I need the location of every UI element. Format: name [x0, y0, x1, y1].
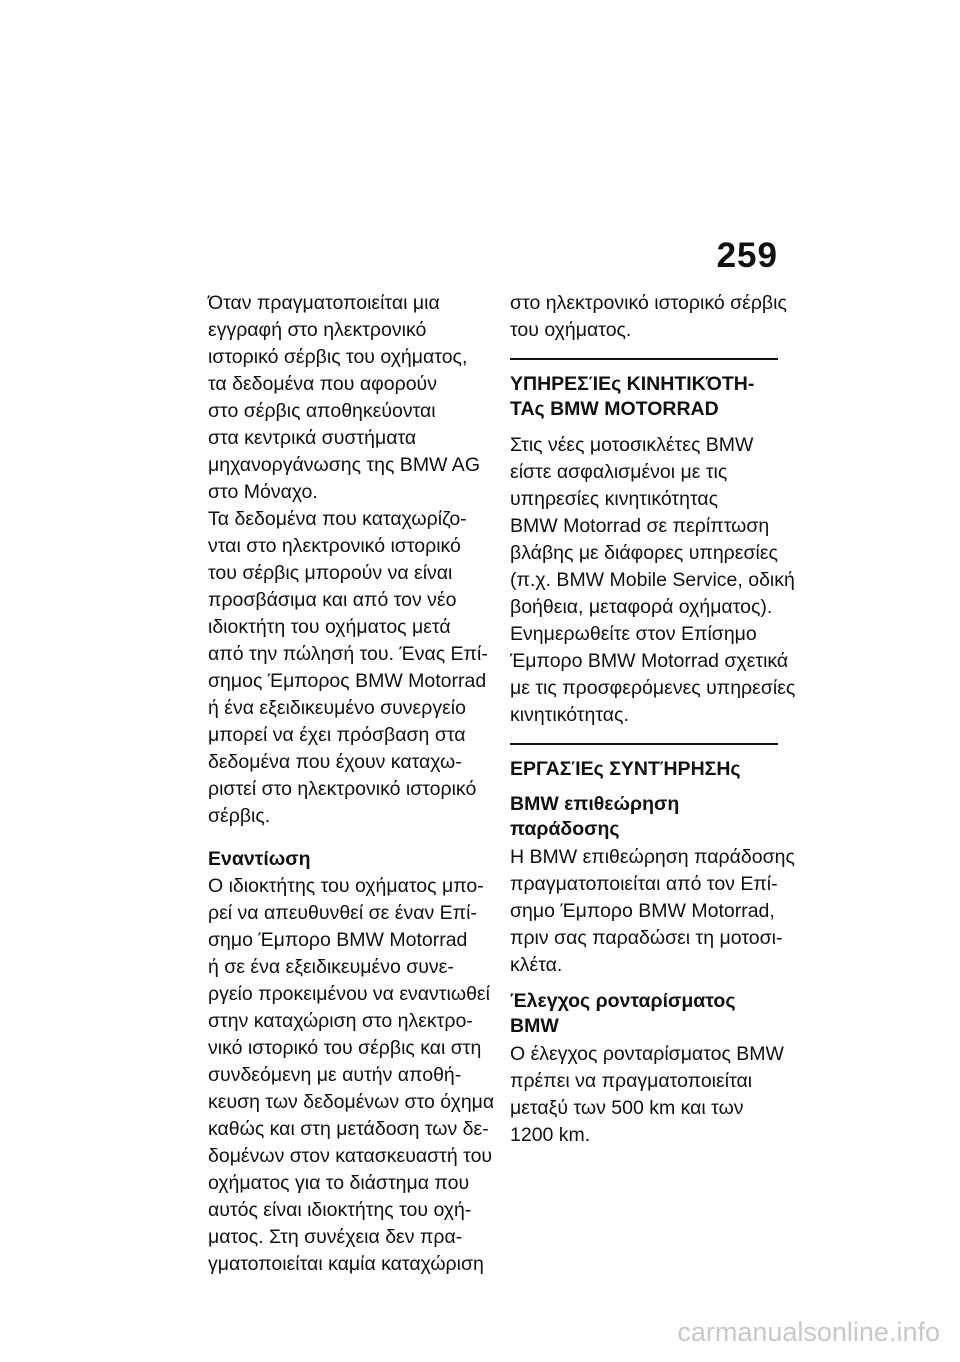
text-line: Έμπορο BMW Motorrad σχετικά: [510, 650, 789, 672]
text-line: BMW Motorrad σε περίπτωση: [510, 515, 770, 537]
text-line: είστε ασφαλισμένοι με τις: [510, 461, 728, 483]
text-line: ριστεί στο ηλεκτρονικό ιστορικό: [208, 778, 477, 800]
text-line: οχήματος για το διάστημα που: [208, 1172, 470, 1194]
text-line: σημο Έμπορο BMW Motorrad,: [510, 900, 775, 922]
text-line: 1200 km.: [510, 1124, 591, 1146]
text-line: σέρβις.: [208, 805, 271, 827]
watermark: carmanualsonline.info: [677, 1317, 940, 1347]
title-line: ΥΠΗΡΕΣΊΕς ΚΙΝΗΤΙΚΌΤΗ-: [510, 373, 755, 395]
text-line: στο Μόναχο.: [208, 481, 318, 503]
text-line: βοήθεια, μεταφορά οχήματος).: [510, 596, 773, 618]
text-line: ργείο προκειμένου να εναντιωθεί: [208, 983, 490, 1005]
text-line: με τις προσφερόμενες υπηρεσίες: [510, 677, 796, 699]
text-line: μπορεί να έχει πρόσβαση στα: [208, 724, 466, 746]
text-line: τα δεδομένα που αφορούν: [208, 373, 437, 395]
text-line: πριν σας παραδώσει τη μοτοσι-: [510, 927, 783, 949]
title-line: ΤΑς BMW MOTORRAD: [510, 398, 719, 420]
break-in-check-paragraph: [510, 1041, 784, 1149]
text-line: δεδομένα που έχουν καταχω-: [208, 751, 462, 773]
section-divider: [510, 743, 778, 745]
text-line: ιστορικό σέρβις του οχήματος,: [208, 346, 468, 368]
heading-line: BMW: [510, 1015, 559, 1037]
text-line: Στις νέες μοτοσικλέτες BMW: [510, 434, 754, 456]
text-line: μεταξύ των 500 km και των: [510, 1097, 744, 1119]
page-number: 259: [716, 236, 778, 275]
right-column: [510, 290, 796, 1149]
left-column: [208, 290, 495, 1278]
heading-line: παράδοσης: [510, 818, 620, 840]
text-line: εγγραφή στο ηλεκτρονικό: [208, 319, 427, 341]
text-line: νικό ιστορικό του σέρβις και στη: [208, 1037, 482, 1059]
text-line: Ο έλεγχος ρονταρίσματος BMW: [510, 1043, 784, 1065]
text-line: του σέρβις μπορούν να είναι: [208, 562, 453, 584]
text-line: στα κεντρικά συστήματα: [208, 427, 417, 449]
opposition-heading: Εναντίωση: [208, 848, 311, 870]
continuation-paragraph: [510, 290, 787, 344]
text-line: Ενημερωθείτε στον Επίσημο: [510, 623, 757, 645]
text-line: ή σε ένα εξειδικευμένο συνε-: [208, 956, 454, 978]
mobility-paragraph: [510, 432, 796, 729]
text-line: (π.χ. BMW Mobile Service, οδική: [510, 569, 795, 591]
text-line: ιδιοκτήτη του οχήματος μετά: [208, 616, 451, 638]
text-line: στην καταχώριση στο ηλεκτρο-: [208, 1010, 473, 1032]
text-line: δομένων στον κατασκευαστή του: [208, 1145, 493, 1167]
text-line: από την πώλησή του. Ένας Επί-: [208, 643, 488, 665]
text-line: αυτός είναι ιδιοκτήτης του οχή-: [208, 1199, 472, 1221]
text-line: κλέτα.: [510, 954, 563, 976]
text-line: σημο Έμπορο BMW Motorrad: [208, 929, 468, 951]
text-line: μηχανοργάνωσης της BMW AG: [208, 454, 480, 476]
section-divider: [510, 358, 778, 360]
text-line: Όταν πραγματοποιείται μια: [208, 292, 440, 314]
text-line: στο σέρβις αποθηκεύονται: [208, 400, 436, 422]
delivery-inspection-heading: [510, 792, 778, 842]
text-line: Η BMW επιθεώρηση παράδοσης: [510, 846, 795, 868]
text-line: γματοποιείται καμία καταχώριση: [208, 1253, 484, 1275]
text-line: υπηρεσίες κινητικότητας: [510, 488, 719, 510]
text-line: πραγματοποιείται από τον Επί-: [510, 873, 778, 895]
heading-line: Έλεγχος ρονταρίσματος: [510, 990, 736, 1012]
opposition-paragraph: [208, 873, 495, 1278]
text-line: Ο ιδιοκτήτης του οχήματος μπο-: [208, 875, 484, 897]
delivery-inspection-paragraph: [510, 844, 795, 979]
break-in-check-heading: [510, 989, 778, 1039]
text-line: βλάβης με διάφορες υπηρεσίες: [510, 542, 778, 564]
text-line: πρέπει να πραγματοποιείται: [510, 1070, 753, 1092]
text-line: κευση των δεδομένων στο όχημα: [208, 1091, 495, 1113]
text-line: καθώς και στη μετάδοση των δε-: [208, 1118, 489, 1140]
text-line: νται στο ηλεκτρονικό ιστορικό: [208, 535, 461, 557]
text-line: κινητικότητας.: [510, 704, 629, 726]
maintenance-section-title: ΕΡΓΑΣΊΕς ΣΥΝΤΉΡΗΣΗς: [510, 758, 741, 780]
text-line: συνδεόμενη με αυτήν αποθή-: [208, 1064, 462, 1086]
intro-paragraph: [208, 290, 490, 830]
text-line: ρεί να απευθυνθεί σε έναν Επί-: [208, 902, 477, 924]
text-line: ματος. Στη συνέχεια δεν πρα-: [208, 1226, 463, 1248]
mobility-section-title: [510, 372, 778, 422]
text-line: προσβάσιμα και από τον νέο: [208, 589, 457, 611]
text-line: ή ένα εξειδικευμένο συνεργείο: [208, 697, 466, 719]
text-line: σημος Έμπορος BMW Motorrad: [208, 670, 487, 692]
text-line: του οχήματος.: [510, 319, 632, 341]
text-line: Τα δεδομένα που καταχωρίζο-: [208, 508, 467, 530]
heading-line: BMW επιθεώρηση: [510, 793, 680, 815]
text-line: στο ηλεκτρονικό ιστορικό σέρβις: [510, 292, 787, 314]
